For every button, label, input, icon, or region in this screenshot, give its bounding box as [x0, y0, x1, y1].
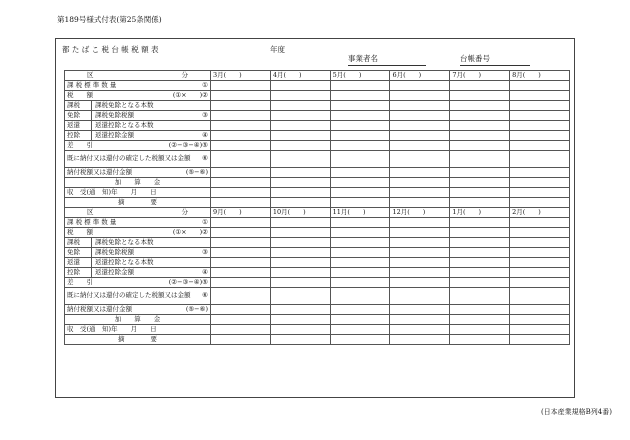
exempt-tax-row [65, 248, 570, 258]
refund-count-cell[interactable] [270, 121, 330, 131]
surcharge-cell[interactable] [270, 315, 330, 325]
receipt-date-cell[interactable] [330, 188, 390, 198]
exempt-tax-label: 免除 課税免除税額 ③ [65, 248, 211, 258]
difference-label: 差 引 (②−③−④)⑤ [65, 141, 211, 151]
receipt-date-row [65, 325, 570, 335]
tax-amount-cell[interactable] [510, 91, 570, 101]
exempt-count-cell[interactable] [211, 101, 271, 111]
surcharge-cell[interactable] [450, 315, 510, 325]
refund-count-cell[interactable] [390, 121, 450, 131]
remarks-cell[interactable] [390, 335, 450, 345]
exempt-count-cell[interactable] [390, 238, 450, 248]
year-label: 年度 [270, 45, 285, 54]
difference-label: 差 引 (②−③−④)⑤ [65, 278, 211, 288]
refund-amount-cell[interactable] [330, 131, 390, 141]
confirmed-amount-cell[interactable] [270, 288, 330, 305]
exempt-count-row [65, 101, 570, 111]
exempt-tax-cell[interactable] [270, 111, 330, 121]
remarks-row [65, 335, 570, 345]
payment-refund-cell[interactable] [450, 305, 510, 315]
tax-amount-cell[interactable] [510, 228, 570, 238]
exempt-count-cell[interactable] [211, 238, 271, 248]
tax-amount-row [65, 228, 570, 238]
surcharge-cell[interactable] [510, 315, 570, 325]
difference-cell[interactable] [390, 141, 450, 151]
payment-refund-cell[interactable] [330, 168, 390, 178]
exempt-tax-cell[interactable] [270, 248, 330, 258]
tax-amount-cell[interactable] [330, 228, 390, 238]
month-header: 7月( ) [450, 71, 510, 81]
remarks-cell[interactable] [211, 335, 271, 345]
surcharge-cell[interactable] [270, 178, 330, 188]
payment-refund-label: 納付税額又は還付金額 (⑤−⑥) [65, 305, 211, 315]
taxable-quantity-row [65, 218, 570, 228]
exempt-tax-cell[interactable] [211, 111, 271, 121]
surcharge-cell[interactable] [390, 315, 450, 325]
refund-count-label: 返還 返還控除となる本数 [65, 258, 211, 268]
confirmed-amount-label: 既に納付又は還付の確定した税額又は金額 ⑥ [65, 151, 211, 168]
refund-count-cell[interactable] [211, 121, 271, 131]
refund-amount-cell[interactable] [330, 268, 390, 278]
confirmed-amount-cell[interactable] [211, 288, 271, 305]
tax-amount-cell[interactable] [330, 91, 390, 101]
business-name-field[interactable]: 事業者名 [348, 53, 426, 66]
difference-cell[interactable] [510, 141, 570, 151]
payment-refund-cell[interactable] [211, 305, 271, 315]
exempt-count-cell[interactable] [510, 238, 570, 248]
surcharge-cell[interactable] [390, 178, 450, 188]
exempt-tax-row [65, 111, 570, 121]
payment-refund-label: 納付税額又は還付金額 (⑤−⑥) [65, 168, 211, 178]
month-header: 3月( ) [211, 71, 271, 81]
difference-cell[interactable] [330, 278, 390, 288]
refund-amount-cell[interactable] [270, 268, 330, 278]
tax-amount-cell[interactable] [270, 228, 330, 238]
difference-cell[interactable] [390, 278, 450, 288]
refund-count-row [65, 258, 570, 268]
remarks-cell[interactable] [450, 335, 510, 345]
month-header: 10月( ) [270, 208, 330, 218]
exempt-tax-cell[interactable] [330, 111, 390, 121]
remarks-row [65, 198, 570, 208]
difference-cell[interactable] [270, 141, 330, 151]
difference-cell[interactable] [450, 278, 510, 288]
remarks-label: 摘 要 [65, 335, 211, 345]
payment-refund-cell[interactable] [270, 305, 330, 315]
taxable-quantity-cell[interactable] [510, 81, 570, 91]
classification-header: 区 分 [65, 208, 211, 218]
refund-count-cell[interactable] [510, 121, 570, 131]
receipt-date-cell[interactable] [330, 325, 390, 335]
payment-refund-cell[interactable] [390, 305, 450, 315]
exempt-tax-label: 免除 課税免除税額 ③ [65, 111, 211, 121]
payment-refund-cell[interactable] [270, 168, 330, 178]
refund-amount-cell[interactable] [510, 268, 570, 278]
taxable-quantity-cell[interactable] [450, 81, 510, 91]
remarks-cell[interactable] [450, 198, 510, 208]
refund-count-cell[interactable] [450, 121, 510, 131]
remarks-cell[interactable] [510, 335, 570, 345]
form-caption: 第189号様式付表(第25条関係) [57, 15, 162, 24]
exempt-tax-cell[interactable] [390, 248, 450, 258]
ledger-number-field[interactable]: 台帳番号 [460, 53, 530, 66]
difference-cell[interactable] [510, 278, 570, 288]
exempt-count-cell[interactable] [330, 238, 390, 248]
payment-refund-cell[interactable] [330, 305, 390, 315]
difference-cell[interactable] [270, 278, 330, 288]
taxable-quantity-cell[interactable] [270, 81, 330, 91]
payment-refund-row [65, 168, 570, 178]
title-row [60, 44, 570, 64]
payment-refund-cell[interactable] [510, 305, 570, 315]
month-header: 5月( ) [330, 71, 390, 81]
remarks-label: 摘 要 [65, 198, 211, 208]
tax-amount-cell[interactable] [211, 91, 271, 101]
tax-amount-row [65, 91, 570, 101]
refund-amount-cell[interactable] [390, 268, 450, 278]
exempt-count-cell[interactable] [510, 101, 570, 111]
receipt-date-cell[interactable] [390, 325, 450, 335]
surcharge-cell[interactable] [330, 178, 390, 188]
receipt-date-row [65, 188, 570, 198]
confirmed-amount-cell[interactable] [330, 288, 390, 305]
month-header: 2月( ) [510, 208, 570, 218]
refund-count-cell[interactable] [330, 121, 390, 131]
receipt-date-cell[interactable] [390, 188, 450, 198]
exempt-tax-cell[interactable] [390, 111, 450, 121]
refund-amount-cell[interactable] [510, 131, 570, 141]
exempt-tax-cell[interactable] [450, 111, 510, 121]
surcharge-row [65, 315, 570, 325]
refund-amount-cell[interactable] [211, 131, 271, 141]
exempt-tax-cell[interactable] [330, 248, 390, 258]
receipt-date-cell[interactable] [450, 188, 510, 198]
month-header: 1月( ) [450, 208, 510, 218]
exempt-count-label: 課税 課税免除となる本数 [65, 238, 211, 248]
receipt-date-cell[interactable] [270, 325, 330, 335]
refund-amount-cell[interactable] [450, 268, 510, 278]
refund-count-label: 返還 返還控除となる本数 [65, 121, 211, 131]
exempt-count-row [65, 238, 570, 248]
payment-refund-row [65, 305, 570, 315]
refund-amount-cell[interactable] [211, 268, 271, 278]
confirmed-amount-row [65, 288, 570, 305]
paper-size-note: (日本産業規格B列4番) [540, 408, 612, 416]
tax-amount-cell[interactable] [270, 91, 330, 101]
refund-count-cell[interactable] [211, 258, 271, 268]
taxable-quantity-cell[interactable] [211, 218, 271, 228]
exempt-tax-cell[interactable] [510, 111, 570, 121]
exempt-count-cell[interactable] [390, 101, 450, 111]
taxable-quantity-cell[interactable] [270, 218, 330, 228]
confirmed-amount-row [65, 151, 570, 168]
confirmed-amount-cell[interactable] [390, 288, 450, 305]
receipt-date-cell[interactable] [211, 325, 271, 335]
header-row-second [65, 208, 570, 218]
taxable-quantity-row [65, 81, 570, 91]
tax-amount-label: 税 額 (①× )② [65, 228, 211, 238]
remarks-cell[interactable] [270, 198, 330, 208]
confirmed-amount-cell[interactable] [450, 151, 510, 168]
taxable-quantity-cell[interactable] [450, 218, 510, 228]
receipt-date-cell[interactable] [270, 188, 330, 198]
classification-header: 区 分 [65, 71, 211, 81]
payment-refund-cell[interactable] [390, 168, 450, 178]
surcharge-cell[interactable] [510, 178, 570, 188]
tax-amount-cell[interactable] [450, 91, 510, 101]
tax-amount-cell[interactable] [450, 228, 510, 238]
payment-refund-cell[interactable] [510, 168, 570, 178]
taxable-quantity-cell[interactable] [390, 218, 450, 228]
surcharge-row [65, 178, 570, 188]
difference-cell[interactable] [211, 278, 271, 288]
month-header: 11月( ) [330, 208, 390, 218]
difference-cell[interactable] [211, 141, 271, 151]
confirmed-amount-cell[interactable] [270, 151, 330, 168]
surcharge-cell[interactable] [450, 178, 510, 188]
tax-amount-table [64, 70, 570, 345]
refund-count-cell[interactable] [510, 258, 570, 268]
taxable-quantity-label: 課 税 標 準 数 量 ① [65, 81, 211, 91]
refund-count-cell[interactable] [390, 258, 450, 268]
month-header: 12月( ) [390, 208, 450, 218]
remarks-cell[interactable] [510, 198, 570, 208]
confirmed-amount-label: 既に納付又は還付の確定した税額又は金額 ⑥ [65, 288, 211, 305]
refund-amount-cell[interactable] [270, 131, 330, 141]
payment-refund-cell[interactable] [450, 168, 510, 178]
difference-row [65, 278, 570, 288]
exempt-count-cell[interactable] [450, 101, 510, 111]
receipt-date-cell[interactable] [211, 188, 271, 198]
taxable-quantity-cell[interactable] [211, 81, 271, 91]
tax-amount-cell[interactable] [390, 228, 450, 238]
remarks-cell[interactable] [270, 335, 330, 345]
surcharge-cell[interactable] [211, 315, 271, 325]
taxable-quantity-label: 課 税 標 準 数 量 ① [65, 218, 211, 228]
remarks-cell[interactable] [330, 198, 390, 208]
difference-cell[interactable] [330, 141, 390, 151]
refund-count-cell[interactable] [330, 258, 390, 268]
form-title: 都 た ば こ 税 台 帳 税 額 表 [62, 45, 159, 54]
month-header: 9月( ) [211, 208, 271, 218]
receipt-date-label: 収 受(通 知)年 月 日 [65, 188, 211, 198]
taxable-quantity-cell[interactable] [510, 218, 570, 228]
confirmed-amount-cell[interactable] [211, 151, 271, 168]
refund-amount-cell[interactable] [390, 131, 450, 141]
month-header: 6月( ) [390, 71, 450, 81]
receipt-date-cell[interactable] [510, 325, 570, 335]
surcharge-cell[interactable] [211, 178, 271, 188]
header-row-first [65, 71, 570, 81]
taxable-quantity-cell[interactable] [330, 81, 390, 91]
month-header: 4月( ) [270, 71, 330, 81]
refund-amount-cell[interactable] [450, 131, 510, 141]
receipt-date-label: 収 受(通 知)年 月 日 [65, 325, 211, 335]
receipt-date-cell[interactable] [510, 188, 570, 198]
refund-amount-row [65, 131, 570, 141]
exempt-tax-cell[interactable] [510, 248, 570, 258]
refund-count-row [65, 121, 570, 131]
refund-amount-label: 控除 返還控除金額 ④ [65, 131, 211, 141]
difference-cell[interactable] [450, 141, 510, 151]
payment-refund-cell[interactable] [211, 168, 271, 178]
refund-count-cell[interactable] [450, 258, 510, 268]
taxable-quantity-cell[interactable] [390, 81, 450, 91]
form-frame [55, 38, 575, 398]
taxable-quantity-cell[interactable] [330, 218, 390, 228]
remarks-cell[interactable] [330, 335, 390, 345]
exempt-count-cell[interactable] [450, 238, 510, 248]
tax-amount-cell[interactable] [390, 91, 450, 101]
difference-row [65, 141, 570, 151]
exempt-count-cell[interactable] [270, 101, 330, 111]
remarks-cell[interactable] [211, 198, 271, 208]
surcharge-label: 加 算 金 [65, 315, 211, 325]
confirmed-amount-cell[interactable] [450, 288, 510, 305]
tax-amount-label: 税 額 (①× )② [65, 91, 211, 101]
exempt-tax-cell[interactable] [211, 248, 271, 258]
exempt-tax-cell[interactable] [450, 248, 510, 258]
confirmed-amount-cell[interactable] [510, 151, 570, 168]
receipt-date-cell[interactable] [450, 325, 510, 335]
surcharge-label: 加 算 金 [65, 178, 211, 188]
exempt-count-cell[interactable] [330, 101, 390, 111]
confirmed-amount-cell[interactable] [510, 288, 570, 305]
month-header: 8月( ) [510, 71, 570, 81]
refund-amount-row [65, 268, 570, 278]
refund-amount-label: 控除 返還控除金額 ④ [65, 268, 211, 278]
exempt-count-label: 課税 課税免除となる本数 [65, 101, 211, 111]
tax-amount-cell[interactable] [211, 228, 271, 238]
surcharge-cell[interactable] [330, 315, 390, 325]
remarks-cell[interactable] [390, 198, 450, 208]
confirmed-amount-cell[interactable] [330, 151, 390, 168]
refund-count-cell[interactable] [270, 258, 330, 268]
confirmed-amount-cell[interactable] [390, 151, 450, 168]
exempt-count-cell[interactable] [270, 238, 330, 248]
